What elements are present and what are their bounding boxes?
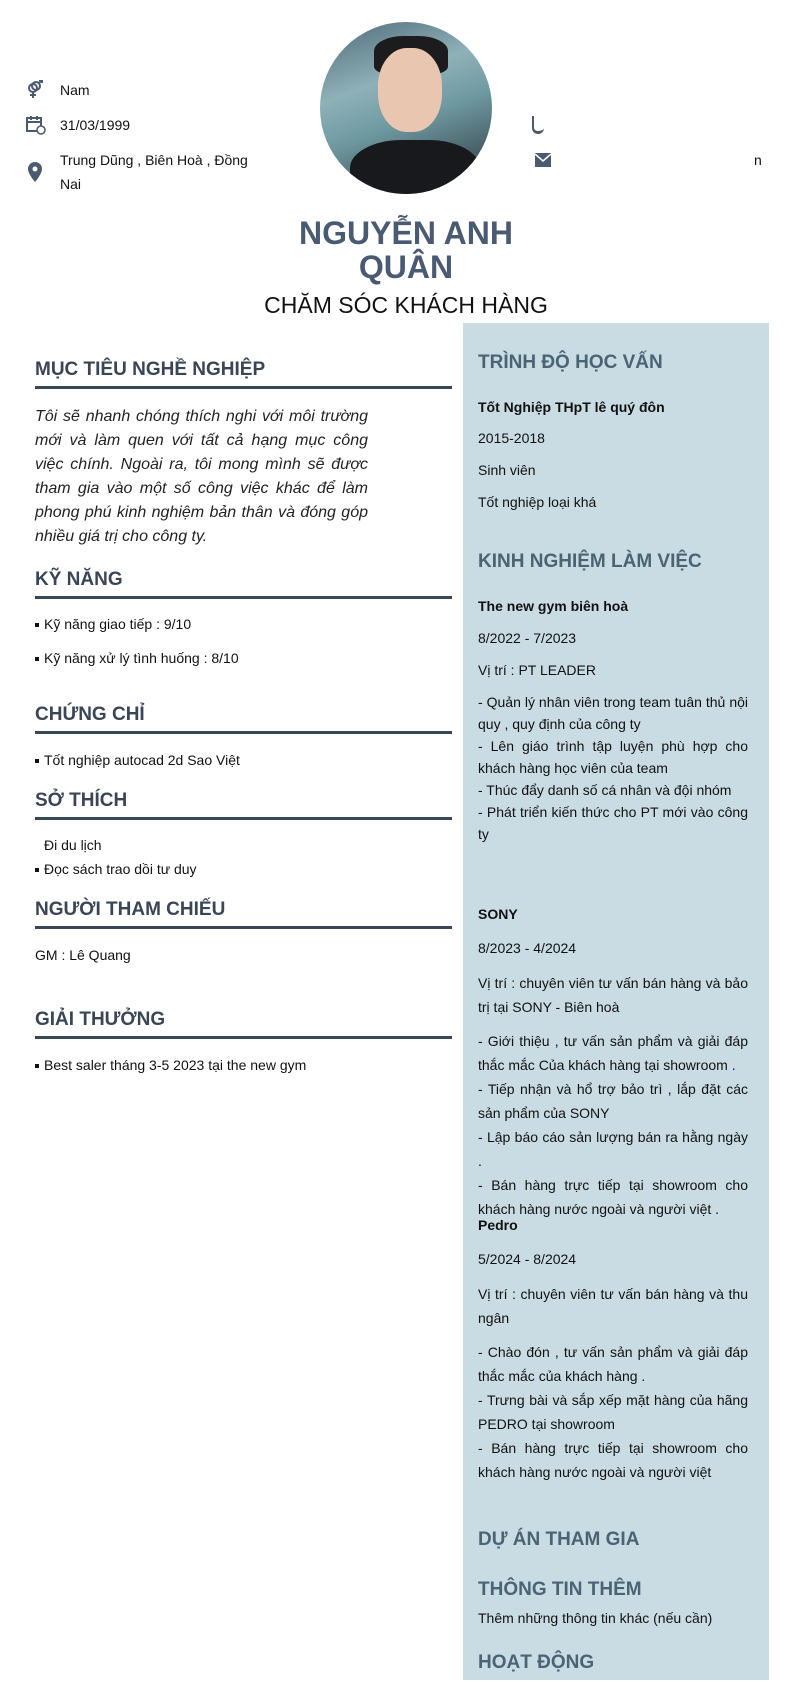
job-duties: - Giới thiệu , tư vấn sản phẩm và giải đáp thắc mắc Của khách hàng tại showroom . - Tiếp nhận và hổ trợ bảo trì , lắp đặt các sản phẩm của SONY - Lập báo cáo sản lượng bán ra hằng ngày . - Bán hàng trực tiếp tại showroom cho khách hàng nước ngoài và người việt . (478, 1033, 748, 1217)
hobbies-heading: SỞ THÍCH (35, 789, 452, 820)
skills-heading: KỸ NĂNG (35, 568, 452, 599)
job-period: 8/2023 - 4/2024 (478, 940, 577, 956)
certificate-item: Tốt nghiệp autocad 2d Sao Việt (35, 749, 240, 771)
job-company: The new gym biên hoà (478, 598, 629, 614)
job-duties: - Chào đón , tư vấn sản phẩm và giải đáp thắc mắc của khách hàng . - Trưng bài và sắp xếp mặt hàng của hãng PEDRO tại showroom - Bán hàng trực tiếp tại showroom cho khách hàng nước ngoài và người việt (478, 1344, 748, 1480)
experience-heading: KINH NGHIỆM LÀM VIỆC (478, 551, 702, 572)
job-company: Pedro (478, 1217, 518, 1233)
email-fragment: n (754, 152, 762, 168)
skill-item: Kỹ năng xử lý tình huống : 8/10 (35, 647, 239, 669)
education-heading: TRÌNH ĐỘ HỌC VẤN (478, 352, 663, 373)
more-info-text: Thêm những thông tin khác (nếu cần) (478, 1610, 713, 1626)
phone-icon (532, 116, 544, 134)
job-position: Vị trí : chuyên viên tư vấn bán hàng và bảo trị tại SONY - Biên hoà (478, 975, 748, 1015)
job-position: Vị trí : chuyên viên tư vấn bán hàng và thu ngân (478, 1286, 748, 1326)
references-heading: NGƯỜI THAM CHIẾU (35, 898, 452, 929)
reference-text: GM : Lê Quang (35, 947, 131, 963)
job-title: CHĂM SÓC KHÁCH HÀNG (264, 292, 548, 318)
name-line2: QUÂN (358, 249, 454, 285)
job-position: Vị trí : PT LEADER (478, 662, 596, 678)
more-info-heading: THÔNG TIN THÊM (478, 1579, 642, 1600)
bullet (35, 759, 39, 763)
objective-heading: MỤC TIÊU NGHỀ NGHIỆP (35, 358, 452, 389)
education-years: 2015-2018 (478, 430, 545, 446)
projects-heading: DỰ ÁN THAM GIA (478, 1529, 640, 1550)
hobby-item: Đi du lịch (44, 837, 102, 853)
hobby-item: Đọc sách trao dồi tư duy (35, 858, 197, 880)
activities-heading: HOẠT ĐỘNG (478, 1652, 595, 1673)
bullet (35, 1064, 39, 1068)
education-school: Tốt Nghiệp THpT lê quý đôn (478, 399, 665, 415)
avatar (320, 22, 492, 194)
award-item: Best saler tháng 3-5 2023 tại the new gym (35, 1054, 306, 1076)
gender-icon (26, 80, 44, 98)
name-line1: NGUYỄN ANH (299, 215, 513, 251)
bullet (35, 657, 39, 661)
birthday-text: 31/03/1999 (60, 117, 131, 133)
gender-text: Nam (60, 82, 90, 98)
bullet (35, 868, 39, 872)
skill-item: Kỹ năng giao tiếp : 9/10 (35, 613, 191, 635)
address-text: Trung Dũng , Biên Hoà , Đồng Nai (60, 152, 248, 192)
education-result: Tốt nghiệp loại khá (478, 494, 597, 510)
job-duties: - Quản lý nhân viên trong team tuân thủ nội quy , quy định của công ty - Lên giáo trình tập luyện phù hợp cho khách hàng học viên của team - Thúc đẩy danh số cá nhân và đội nhóm - Phát triển kiến thức cho PT mới vào công ty (478, 694, 748, 842)
calendar-icon (26, 115, 44, 133)
awards-heading: GIẢI THƯỞNG (35, 1008, 452, 1039)
certificates-heading: CHỨNG CHỈ (35, 703, 452, 734)
job-period: 8/2022 - 7/2023 (478, 630, 577, 646)
job-company: SONY (478, 906, 518, 922)
objective-text: Tôi sẽ nhanh chóng thích nghi với môi trường mới và làm quen với tất cả hạng mục công việc chính. Ngoài ra, tôi mong mình sẽ được tham gia vào một số công việc khác để làm phong phú kinh nghiệm bản thân và đóng góp nhiều giá trị cho công ty. (35, 408, 368, 545)
bullet (35, 623, 39, 627)
location-icon (27, 162, 45, 180)
education-role: Sinh viên (478, 462, 536, 478)
job-period: 5/2024 - 8/2024 (478, 1251, 577, 1267)
mail-icon (535, 153, 553, 171)
